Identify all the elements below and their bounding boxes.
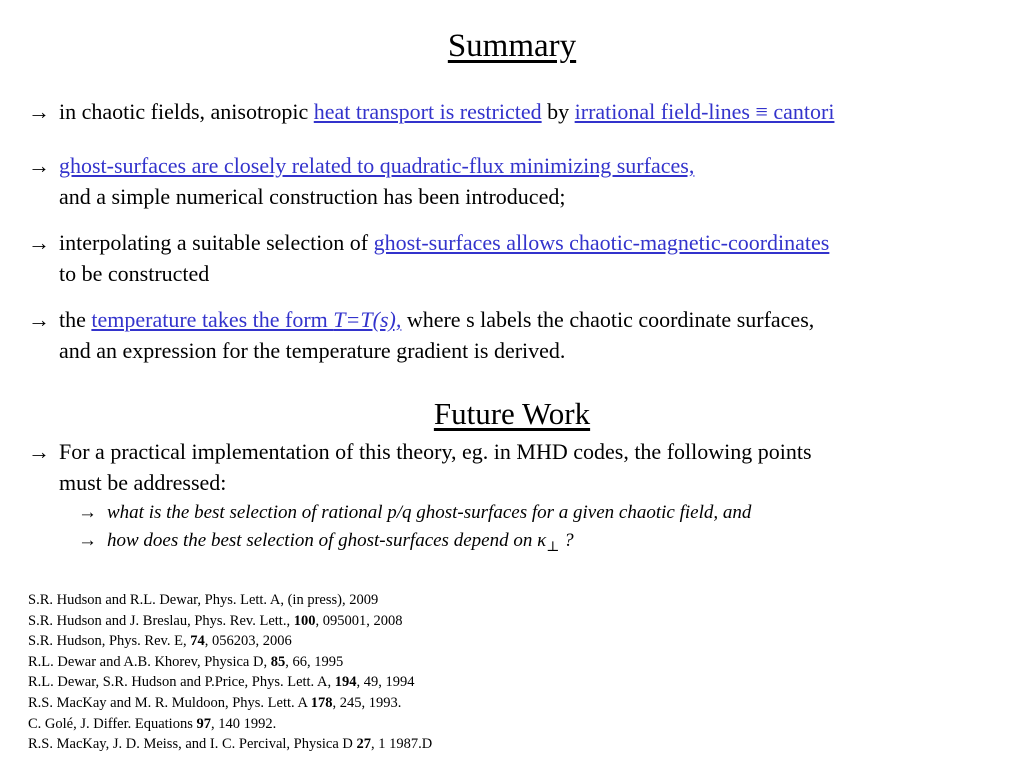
reference-item: R.L. Dewar and A.B. Khorev, Physica D, 85, 66, 1995 xyxy=(28,653,344,670)
bullet-continuation: and an expression for the temperature gradient is derived. xyxy=(59,338,566,363)
reference-item: R.L. Dewar, S.R. Hudson and P.Price, Phys. Lett. A, 194, 49, 1994 xyxy=(28,674,415,691)
summary-bullet-2 xyxy=(28,150,694,212)
bullet-text: in chaotic fields, anisotropic xyxy=(59,99,314,124)
bullet-text: the xyxy=(59,307,92,332)
reference-item: R.S. MacKay, J. D. Meiss, and I. C. Percival, Physica D 27, 1 1987.D xyxy=(28,736,433,753)
reference-item: R.S. MacKay and M. R. Muldoon, Phys. Lett. A 178, 245, 1993. xyxy=(28,694,402,711)
bullet-text: For a practical implementation of this theory, eg. in MHD codes, the following points xyxy=(59,439,812,464)
arrow-icon: → xyxy=(28,307,50,332)
reference-item: S.R. Hudson, Phys. Rev. E, 74, 056203, 2006 xyxy=(28,633,292,650)
arrow-icon: → xyxy=(28,439,50,464)
perp-symbol: ⊥ xyxy=(546,539,560,555)
reference-item: S.R. Hudson and R.L. Dewar, Phys. Lett. A, (in press), 2009 xyxy=(28,592,379,608)
link-text: temperature takes the form xyxy=(91,307,334,332)
link-chaotic-coordinates[interactable]: ghost-surfaces allows chaotic-magnetic-coordinates xyxy=(373,230,830,255)
link-temperature-form[interactable] xyxy=(91,307,401,332)
bullet-continuation: and a simple numerical construction has been introduced; xyxy=(59,184,566,209)
sub-bullet-text: what is the best selection of rational p/q ghost-surfaces for a given chaotic field, and xyxy=(107,502,752,523)
summary-bullet-3 xyxy=(28,227,829,289)
bullet-text: where s labels the chaotic coordinate surfaces, xyxy=(401,307,815,332)
bullet-continuation: to be constructed xyxy=(59,261,210,286)
sub-bullet-text: ? xyxy=(559,530,574,551)
reference-item: C. Golé, J. Differ. Equations 97, 140 1992. xyxy=(28,715,277,732)
link-heat-transport[interactable]: heat transport is restricted xyxy=(313,99,542,124)
references-list xyxy=(28,590,432,755)
link-ghost-surfaces-qfmin[interactable]: ghost-surfaces are closely related to quadratic-flux minimizing surfaces, xyxy=(59,153,695,178)
summary-bullet-4 xyxy=(28,304,814,366)
arrow-icon: → xyxy=(28,153,50,178)
summary-bullet-1 xyxy=(28,96,834,127)
future-sub-bullet-1 xyxy=(78,502,751,524)
bullet-text: interpolating a suitable selection of xyxy=(59,230,374,255)
arrow-icon: → xyxy=(78,502,97,523)
reference-item: S.R. Hudson and J. Breslau, Phys. Rev. Lett., 100, 095001, 2008 xyxy=(28,612,403,629)
future-sub-bullet-2 xyxy=(78,530,574,556)
sub-bullet-text: how does the best selection of ghost-surfaces depend on κ xyxy=(107,530,547,551)
link-equation: T=T(s), xyxy=(333,307,402,332)
arrow-icon: → xyxy=(28,230,50,255)
bullet-text: by xyxy=(541,99,575,124)
arrow-icon: → xyxy=(28,99,50,124)
summary-title: Summary xyxy=(447,28,577,64)
arrow-icon: → xyxy=(78,530,97,551)
future-bullet xyxy=(28,436,812,498)
link-irrational-field-lines[interactable]: irrational field-lines ≡ cantori xyxy=(574,99,835,124)
bullet-continuation: must be addressed: xyxy=(59,470,227,495)
future-work-title: Future Work xyxy=(433,396,591,431)
